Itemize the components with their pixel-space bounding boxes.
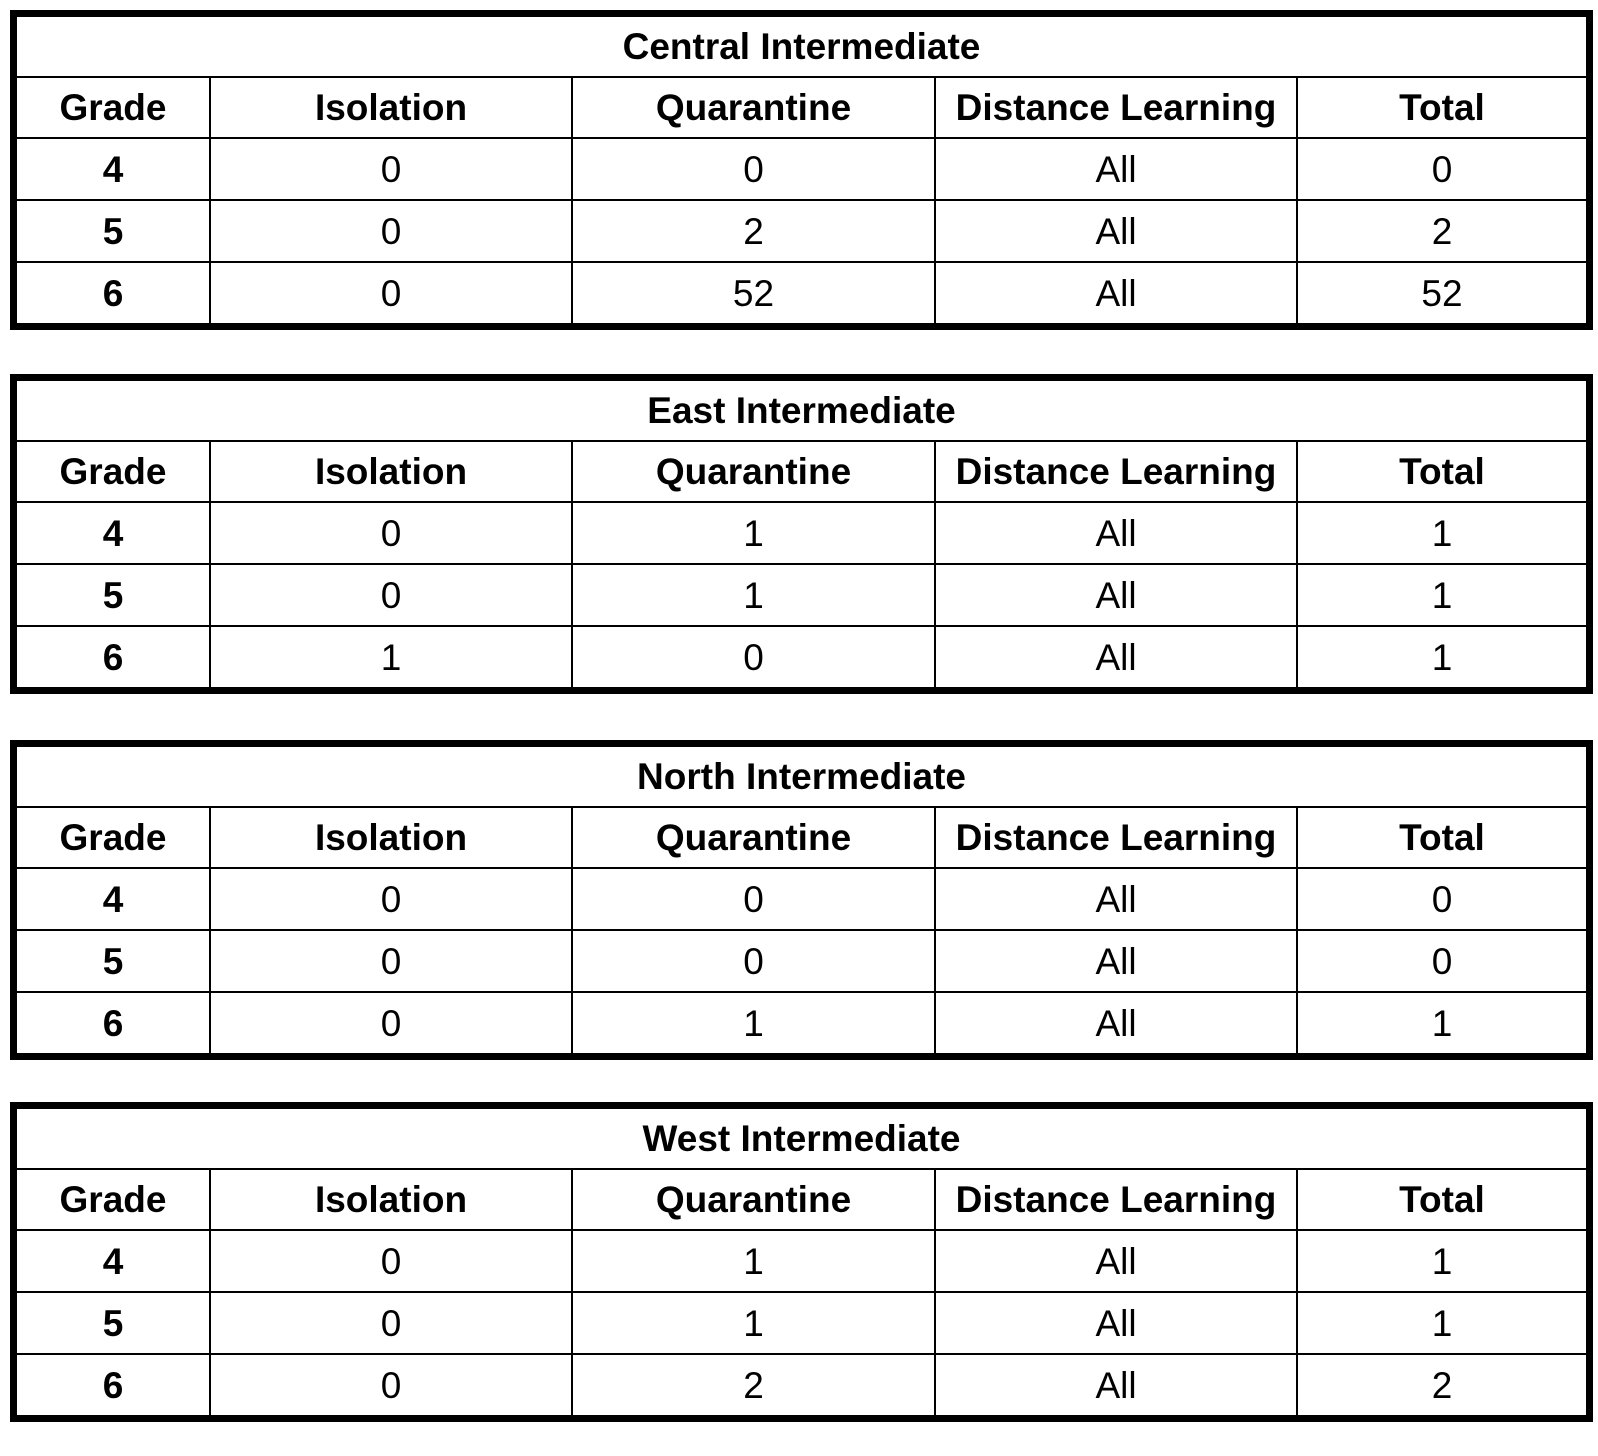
table-row [17,867,1586,929]
table-row [17,563,1586,625]
quarantine-cell: 1 [571,1229,934,1291]
column-header-quarantine: Quarantine [571,806,934,867]
column-header-grade: Grade [17,76,209,137]
total-cell: 1 [1296,991,1586,1053]
grade-cell: 5 [17,563,209,625]
column-header-distance-learning: Distance Learning [934,440,1296,501]
column-header-quarantine: Quarantine [571,76,934,137]
column-header-isolation: Isolation [209,1168,571,1229]
column-header-quarantine: Quarantine [571,1168,934,1229]
grade-cell: 4 [17,137,209,199]
distance-learning-cell: All [934,867,1296,929]
total-cell: 1 [1296,1291,1586,1353]
quarantine-cell: 0 [571,867,934,929]
distance-learning-cell: All [934,199,1296,261]
distance-learning-cell: All [934,1229,1296,1291]
quarantine-cell: 52 [571,261,934,323]
table-row [17,929,1586,991]
quarantine-cell: 2 [571,1353,934,1415]
grade-cell: 4 [17,867,209,929]
quarantine-cell: 1 [571,1291,934,1353]
total-cell: 2 [1296,1353,1586,1415]
isolation-cell: 0 [209,929,571,991]
school-title: North Intermediate [637,756,966,797]
isolation-cell: 0 [209,199,571,261]
distance-learning-cell: All [934,1353,1296,1415]
total-cell: 1 [1296,563,1586,625]
grade-cell: 5 [17,929,209,991]
isolation-cell: 0 [209,991,571,1053]
school-table-east [10,374,1593,694]
total-cell: 1 [1296,501,1586,563]
table-row [17,261,1586,323]
isolation-cell: 0 [209,261,571,323]
table-row [17,199,1586,261]
school-table-north [10,740,1593,1060]
quarantine-cell: 0 [571,625,934,687]
distance-learning-cell: All [934,563,1296,625]
quarantine-cell: 1 [571,563,934,625]
distance-learning-cell: All [934,991,1296,1053]
distance-learning-cell: All [934,501,1296,563]
table-row [17,1229,1586,1291]
school-table-central [10,10,1593,330]
grade-cell: 6 [17,991,209,1053]
total-cell: 0 [1296,867,1586,929]
column-header-total: Total [1296,76,1586,137]
table-row [17,1291,1586,1353]
total-cell: 2 [1296,199,1586,261]
column-header-isolation: Isolation [209,76,571,137]
quarantine-cell: 1 [571,991,934,1053]
column-header-isolation: Isolation [209,440,571,501]
column-header-distance-learning: Distance Learning [934,806,1296,867]
column-header-distance-learning: Distance Learning [934,1168,1296,1229]
isolation-cell: 0 [209,563,571,625]
column-header-grade: Grade [17,440,209,501]
isolation-cell: 0 [209,867,571,929]
distance-learning-cell: All [934,261,1296,323]
isolation-cell: 0 [209,137,571,199]
column-header-grade: Grade [17,806,209,867]
isolation-cell: 0 [209,1229,571,1291]
isolation-cell: 0 [209,1353,571,1415]
total-cell: 0 [1296,137,1586,199]
grade-cell: 5 [17,199,209,261]
grade-cell: 4 [17,501,209,563]
table-row [17,137,1586,199]
distance-learning-cell: All [934,137,1296,199]
grade-cell: 6 [17,1353,209,1415]
column-header-total: Total [1296,440,1586,501]
school-title: West Intermediate [642,1118,961,1159]
column-header-isolation: Isolation [209,806,571,867]
school-title: East Intermediate [647,390,956,431]
table-row [17,1353,1586,1415]
quarantine-cell: 2 [571,199,934,261]
column-header-grade: Grade [17,1168,209,1229]
distance-learning-cell: All [934,929,1296,991]
grade-cell: 6 [17,261,209,323]
grade-cell: 4 [17,1229,209,1291]
total-cell: 0 [1296,929,1586,991]
column-header-quarantine: Quarantine [571,440,934,501]
quarantine-cell: 0 [571,929,934,991]
table-row [17,501,1586,563]
column-header-distance-learning: Distance Learning [934,76,1296,137]
isolation-cell: 0 [209,501,571,563]
school-title: Central Intermediate [622,26,981,67]
column-header-total: Total [1296,806,1586,867]
isolation-cell: 1 [209,625,571,687]
total-cell: 1 [1296,625,1586,687]
table-row [17,991,1586,1053]
isolation-cell: 0 [209,1291,571,1353]
total-cell: 1 [1296,1229,1586,1291]
school-table-west [10,1102,1593,1422]
table-row [17,625,1586,687]
total-cell: 52 [1296,261,1586,323]
grade-cell: 5 [17,1291,209,1353]
grade-cell: 6 [17,625,209,687]
quarantine-cell: 1 [571,501,934,563]
distance-learning-cell: All [934,1291,1296,1353]
quarantine-cell: 0 [571,137,934,199]
distance-learning-cell: All [934,625,1296,687]
column-header-total: Total [1296,1168,1586,1229]
